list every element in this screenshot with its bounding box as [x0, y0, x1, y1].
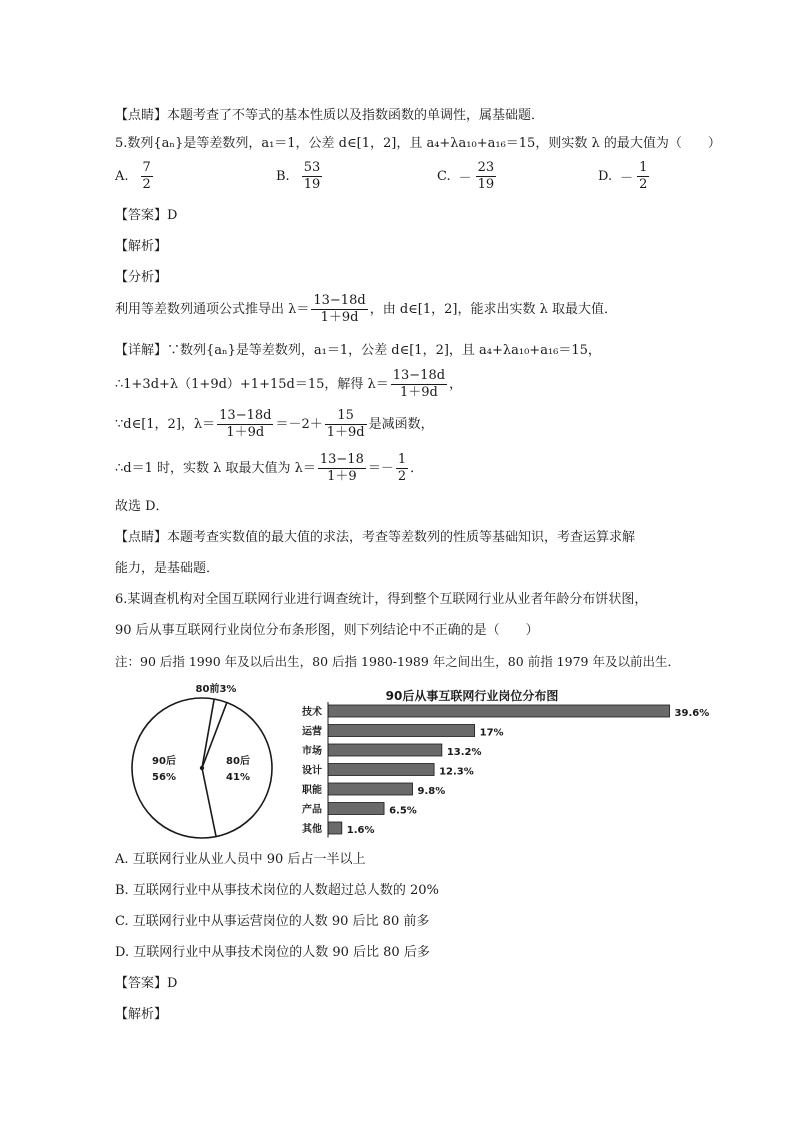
- bar-category-label: 技术: [302, 707, 322, 718]
- pie-label: 41%: [226, 772, 250, 783]
- q6-option-b: B. 互联网行业中从事技术岗位的人数超过总人数的 20%: [115, 883, 439, 898]
- q5-option-a: A. $\frac{7}{2}$: [115, 160, 151, 192]
- pie-slice-boundary: [202, 699, 214, 768]
- bar: [328, 705, 670, 717]
- q5-option-c: C. － $\frac{23}{19}$: [437, 160, 495, 192]
- q5-stem: 5.数列{aₙ}是等差数列，a₁＝1，公差 d∈[1，2]，且 a₄+λa₁₀+a₁₆＝15，则实数 λ 的最大值为（ ）: [115, 136, 721, 151]
- bar: [328, 803, 384, 815]
- q5-fenxi-heading: 【分析】: [115, 270, 168, 285]
- q6-stem-1: 6.某调查机构对全国互联网行业进行调查统计，得到整个互联网行业从业者年龄分布饼状图，: [115, 592, 648, 607]
- q6-option-a: A. 互联网行业从业人员中 90 后占一半以上: [115, 852, 366, 867]
- pie-label: 56%: [152, 772, 176, 783]
- q6-option-d: D. 互联网行业中从事技术岗位的人数 90 后比 80 后多: [115, 945, 430, 960]
- bar-category-label: 市场: [302, 746, 322, 757]
- q5-detail-3: ∵d∈[1，2]，λ＝ $\frac{13-18d}{1+9d}$ ＝－2＋ $\frac{15}{1+9d}$ 是减函数，: [115, 408, 434, 440]
- bar-category-label: 产品: [302, 804, 322, 816]
- q5-detail-4: ∴d＝1 时，实数 λ 取最大值为 λ＝ $\frac{13-18}{1+9}$ ＝－ $\frac{1}{2}$ ．: [115, 452, 424, 484]
- bar-category-label: 设计: [302, 765, 322, 777]
- pie-label: 80后: [226, 756, 250, 767]
- bar-category-label: 运营: [302, 726, 322, 738]
- q5-fenxi-text: 利用等差数列通项公式推导出 λ＝ $\frac{13-18d}{1+9d}$ ，由 d∈[1，2]，能求出实数 λ 取最大值．: [115, 293, 617, 325]
- q5-option-b: B. $\frac{53}{19}$: [276, 160, 321, 192]
- bar-value-label: 9.8%: [417, 786, 446, 797]
- q5-detail-2: ∴1+3d+λ（1+9d）+1+15d＝15，解得 λ＝ $\frac{13-18d}{1+9d}$ ，: [115, 368, 463, 400]
- pie-center: [200, 766, 204, 770]
- prev-dianjing: 【点睛】本题考查了不等式的基本性质以及指数函数的单调性，属基础题．: [115, 108, 545, 123]
- bar-value-label: 1.6%: [346, 825, 375, 836]
- q6-jiexi-heading: 【解析】: [115, 1007, 168, 1022]
- bar-category-label: 职能: [302, 785, 322, 796]
- bar-value-label: 12.3%: [439, 766, 474, 778]
- bar-category-label: 其他: [302, 824, 322, 835]
- pie-label: 80前3%: [195, 684, 237, 695]
- q5-dianjing-2: 能力，是基础题．: [115, 561, 220, 576]
- age-pie-chart: [132, 682, 272, 838]
- q5-option-d: D. － $\frac{1}{2}$: [598, 160, 648, 192]
- q6-stem-2: 90 后从事互联网行业岗位分布条形图，则下列结论中不正确的是（ ）: [115, 623, 539, 638]
- bar: [328, 725, 475, 737]
- pie-slice-boundary: [202, 768, 216, 837]
- bar-chart-title: 90后从事互联网行业岗位分布图: [385, 689, 559, 703]
- bar: [328, 764, 434, 776]
- bar: [328, 783, 413, 795]
- bar: [328, 822, 342, 834]
- bar-value-label: 17%: [479, 727, 504, 739]
- q6-figures-svg: [130, 676, 710, 846]
- q6-option-c: C. 互联网行业中从事运营岗位的人数 90 后比 80 前多: [115, 914, 430, 929]
- q5-detail-1: 【详解】∵数列{aₙ}是等差数列，a₁＝1，公差 d∈[1，2]，且 a₄+λa₁₀+a₁₆＝15，: [115, 343, 601, 358]
- q5-answer: 【答案】D: [115, 208, 178, 223]
- bar-value-label: 6.5%: [389, 805, 417, 817]
- pie-label: 90后: [152, 756, 176, 767]
- q5-conclusion: 故选 D．: [115, 499, 169, 514]
- q6-answer: 【答案】D: [115, 976, 178, 991]
- q5-jiexi-heading: 【解析】: [115, 239, 168, 254]
- q6-note: 注：90 后指 1990 年及以后出生，80 后指 1980-1989 年之间出生，80 前指 1979 年及以前出生．: [115, 654, 680, 669]
- pie-slice-boundary: [202, 703, 227, 768]
- q6-figures: [130, 676, 710, 846]
- bar-value-label: 39.6%: [674, 708, 710, 719]
- q5-dianjing-1: 【点睛】本题考查实数值的最大值的求法，考查等差数列的性质等基础知识，考查运算求解: [115, 530, 636, 545]
- bar: [328, 744, 442, 756]
- job-bar-chart: [301, 688, 709, 838]
- bar-value-label: 13.2%: [446, 747, 482, 758]
